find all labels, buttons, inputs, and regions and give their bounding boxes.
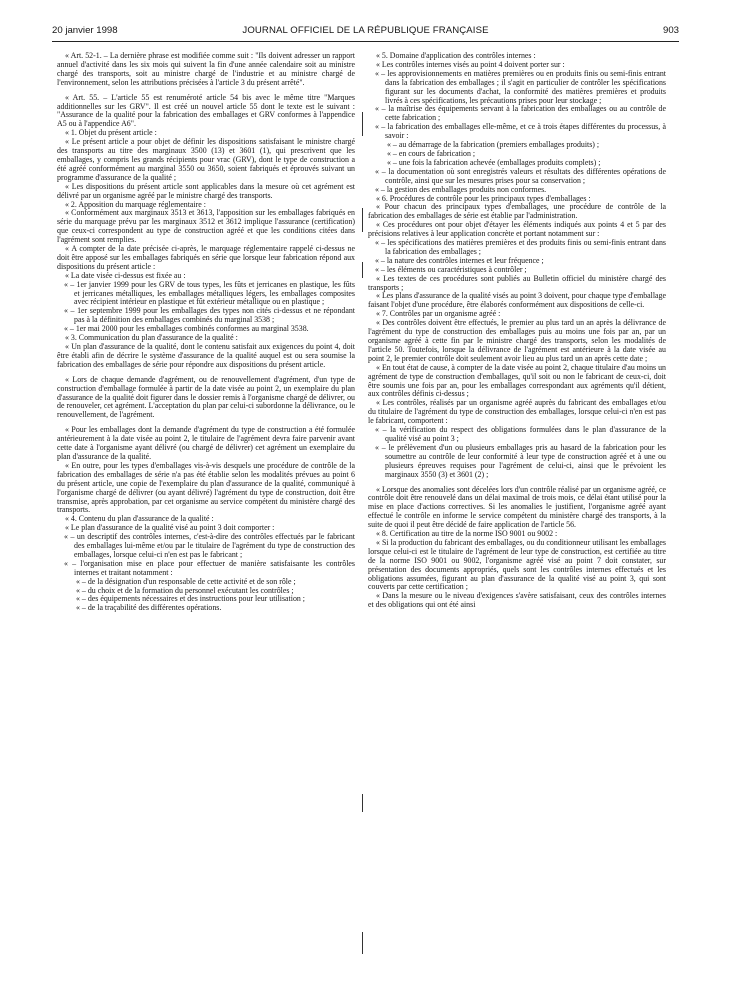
list-item: « – la fabrication des emballages elle-même, et ce à trois étapes différentes du processus, à savoir : — [375, 122, 666, 141]
left-column — [57, 52, 355, 984]
paragraph: « Les textes de ces procédures sont publiés au Bulletin officiel du ministère chargé des transports ; — [368, 273, 666, 292]
paragraph: « 6. Procédures de contrôle pour les principaux types d'emballages : — [376, 193, 591, 203]
paragraph: « Les contrôles, réalisés par un organisme agréé auprès du fabricant des emballages et/ou du titulaire de l'agrément du type de construction des emballages, lorsque celui-ci n'en est pas le fabricant, comportent : — [368, 398, 666, 426]
paragraph: « Les plans d'assurance de la qualité visés au point 3 doivent, pour chaque type d'emballage faisant l'objet d'une procédure, être élaborés conformément aux dispositions de celle-ci. — [368, 291, 666, 310]
paragraph: « 2. Apposition du marquage réglementaire : — [65, 199, 206, 209]
list-item: « – les éléments ou caractéristiques à contrôler ; — [375, 264, 527, 274]
paragraph: « Art. 55. – L'article 55 est renuméroté article 54 bis avec le même titre "Marques additionnelles sur les GRV". Il est créé un nouvel article 55 dont le texte est le suivant : "Assurance de la qualité pour la fabrication des emballages et GRV conformes à l'appendice A5 ou à l'appendice A6". — [57, 92, 355, 129]
list-item: « – 1er janvier 1999 pour les GRV de tous types, les fûts et jerricanes en plastique, les fûts et jerricanes métalliques, les emballages métalliques légers, les emballages composites avec récipient intérieur en plastique et fût extérieur métallique ou en plastique ; — [64, 279, 355, 307]
list-item: « – des équipements nécessaires et des instructions pour leur utilisation ; — [76, 594, 305, 604]
paragraph: « Pour chacun des principaux types d'emballages, une procédure de contrôle de la fabrication des emballages de série est établie par l'administration. — [368, 202, 666, 221]
revision-bar — [362, 932, 363, 954]
paragraph: « La date visée ci-dessus est fixée au : — [65, 270, 186, 280]
paragraph: « Le plan d'assurance de la qualité visé au point 3 doit comporter : — [65, 523, 275, 533]
list-item: « – l'organisation mise en place pour effectuer de manière satisfaisante les contrôles internes et traitant notamment : — [64, 558, 355, 577]
paragraph: « En outre, pour les types d'emballages vis-à-vis desquels une procédure de contrôle de la fabrication des emballages de série n'a pas été établie selon les modalités prévues au point 6 du présent article, une copie de l'exemplaire du plan d'assurance de la qualité, communiqué à l'organisme chargé de délivrer (ou ayant délivré) l'agrément du type de construction, doit être transmise, après approbation, par cet organisme au service compétent du ministère chargé des transports. — [57, 460, 355, 515]
paragraph: « Pour les emballages dont la demande d'agrément du type de construction a été formulée antérieurement à la date visée au point 2, le titulaire de l'agrément devra faire parvenir avant cette date à l'organisme ayant délivré (ou chargé de délivrer) cet agrément un exemplaire du plan d'assurance de la qualité. — [57, 425, 355, 461]
list-item: « – les spécifications des matières premières et des produits finis ou semi-finis entrant dans la fabrication des emballages ; — [375, 238, 666, 256]
journal-title: JOURNAL OFFICIEL DE LA RÉPUBLIQUE FRANÇAISE — [242, 25, 489, 36]
list-item: « – la documentation où sont enregistrés valeurs et résultats des différentes opérations de contrôle, ainsi que sur les mesures prises pour sa conservation ; — [375, 166, 666, 185]
list-item: « – de la désignation d'un responsable de cette activité et de son rôle ; — [76, 576, 296, 586]
header-date: 20 janvier 1998 — [52, 25, 118, 36]
list-item: « – le prélèvement d'un ou plusieurs emballages pris au hasard de la fabrication pour les soumettre au contrôle de leur conformité à leur type de construction agréé et à une ou plusieurs épreuves requises pour l'agrément de celui-ci, ainsi que le prévoient les marginaux 3550 (3) et 3601 (2) ; — [375, 442, 666, 479]
list-item: « – la gestion des emballages produits non conformes. — [375, 184, 547, 194]
paragraph: « En tout état de cause, à compter de la date visée au point 2, chaque titulaire d'au moins un agrément de type de construction d'emballages, qu'il soit ou non le fabricant de ceux-ci, doit être soumis une fois par an, pour les emballages correspondant aux agréments qu'il détient, aux contrôles définis ci-dessus ; — [368, 362, 666, 399]
right-column — [368, 52, 666, 984]
list-item: « – la nature des contrôles internes et leur fréquence ; — [375, 255, 544, 265]
list-item: « – la vérification du respect des obligations formulées dans le plan d'assurance de la qualité visé au point 3 ; — [375, 425, 666, 443]
paragraph: « Lors de chaque demande d'agrément, ou de renouvellement d'agrément, d'un type de construction d'emballage formulée à partir de la date visée au point 2, un exemplaire du plan d'assurance de la qualité doit figurer dans le dossier remis à l'organisme chargé de délivrer, ou de renouveler, cet agrément. L'acceptation du plan par celui-ci subordonne la délivrance, ou le renouvellement, de l'agrément. — [57, 374, 355, 420]
list-item: « – 1er septembre 1999 pour les emballages des types non cités ci-dessus et ne répondant pas à la définition des emballages combinés du marginal 3538 ; — [64, 306, 355, 325]
list-item: « – la maîtrise des équipements servant à la fabrication des emballages ou au contrôle de cette fabrication ; — [375, 104, 666, 123]
revision-bar — [362, 262, 363, 278]
list-item: « – en cours de fabrication ; — [387, 148, 476, 158]
paragraph: « Art. 52-1. – La dernière phrase est modifiée comme suit : "Ils doivent adresser un rapport annuel d'activité dans les six mois qui suivent la fin d'une année calendaire soit au ministre chargé des transports, soit au ministre chargé de l'industrie et au ministre chargé de l'environnement, selon les attributions précisées à l'article 3 du présent arrêté". — [57, 52, 355, 87]
page-number: 903 — [662, 25, 679, 36]
paragraph: « Les dispositions du présent article sont applicables dans la mesure où cet agrément est délivré par un organisme agréé par le ministre chargé des transports. — [57, 181, 355, 200]
revision-bar — [362, 794, 363, 812]
list-item: « – 1er mai 2000 pour les emballages combinés conformes au marginal 3538. — [64, 324, 309, 334]
list-item: « – une fois la fabrication achevée (emballages produits complets) ; — [387, 157, 601, 167]
paragraph: « Ces procédures ont pour objet d'étayer les éléments indiqués aux points 4 et 5 par des précisions relatives à leur application concrète et portant notamment sur : — [368, 220, 666, 239]
paragraph: « Conformément aux marginaux 3513 et 3613, l'apposition sur les emballages fabriqués en série du marquage prévu par les marginaux 3512 et 3612 implique l'assurance (certification) que ceux-ci correspondent au type de construction agréé et que les conditions citées dans l'agrément sont remplies. — [57, 208, 355, 245]
paragraph: « Un plan d'assurance de la qualité, dont le contenu satisfait aux exigences du point 4, doit être établi afin de décrire le système d'assurance de la qualité auquel est ou sera soumise la fabrication des emballages de série pour répondre aux dispositions du présent article. — [57, 342, 355, 369]
paragraph: « Les contrôles internes visés au point 4 doivent porter sur : — [376, 59, 565, 69]
page-header — [52, 25, 679, 39]
paragraph: « 4. Contenu du plan d'assurance de la qualité : — [65, 514, 214, 524]
paragraph: « Si la production du fabricant des emballages, ou du conditionneur utilisant les emballages lorsque celui-ci est le titulaire de l'agrément de leur type de construction, est certifiée au titre de la norme ISO 9001 ou 9002, l'organisme agréé visé au point 7 doit constater, sur présentation des documents appropriés, quels sont les contrôles internes effectués et les obligations assumées, figurant au plan d'assurance de la qualité visé au point 3, qui sont couverts par cette certification ; — [368, 537, 666, 592]
paragraph: « 1. Objet du présent article : — [65, 128, 157, 138]
paragraph: « Lorsque des anomalies sont décelées lors d'un contrôle réalisé par un organisme agréé, ce contrôle doit être renouvelé dans un délai maximal de trois mois, ce délai étant utilisé pour la mise en place d'actions correctives. Si les anomalies le justifient, l'organisme agréé ayant effectué le contrôle en informe le service compétent du ministère chargé des transports, à la suite de quoi il peut être décidé de faire application de l'article 56. — [368, 484, 666, 530]
header-rule — [52, 41, 679, 42]
list-item: « – les approvisionnements en matières premières ou en produits finis ou semi-finis entrant dans la fabrication des emballages ; il s'agit en particulier de contrôler les spécifications figurant sur les documents d'achat, la conformité des matières premières et produits livrés à ces spécifications, les précautions prises pour leur stockage ; — [375, 68, 666, 105]
paragraph: « 5. Domaine d'application des contrôles internes : — [376, 52, 536, 60]
list-item: « – de la traçabilité des différentes opérations. — [76, 603, 222, 613]
list-item: « – du choix et de la formation du personnel exécutant les contrôles ; — [76, 585, 294, 595]
paragraph: « 3. Communication du plan d'assurance de la qualité : — [65, 333, 238, 343]
paragraph: « 8. Certification au titre de la norme ISO 9001 ou 9002 : — [376, 529, 558, 539]
list-item: « – au démarrage de la fabrication (premiers emballages produits) ; — [387, 140, 600, 150]
paragraph: « 7. Contrôles par un organisme agréé : — [376, 309, 501, 319]
paragraph: « A compter de la date précisée ci-après, le marquage réglementaire rappelé ci-dessus ne doit être apposé sur les emballages fabriqués en série que lorsque leur fabrication répond aux dispositions du présent article : — [57, 244, 355, 271]
paragraph: « Le présent article a pour objet de définir les dispositions satisfaisant le ministre chargé des transports au titre des marginaux 3500 (13) et 3601 (1), qui prescrivent que les emballages, y compris les grands récipients pour vrac (GRV), dont le type de construction a été agréé conformément au marginal 3550 ou 3650, soient fabriqués et éprouvés suivant un programme d'assurance de la qualité ; — [57, 137, 355, 182]
revision-bar — [362, 112, 363, 136]
list-item: « – un descriptif des contrôles internes, c'est-à-dire des contrôles effectués par le fabricant des emballages lui-même et/ou par le titulaire de l'agrément du type de construction des emballages, lorsque celui-ci n'en est pas le fabricant ; — [64, 532, 355, 559]
revision-bar — [362, 208, 363, 232]
paragraph: « Des contrôles doivent être effectués, le premier au plus tard un an après la délivrance de l'agrément du type de construction des emballages puis au moins une fois par an, par un organisme agréé à cette fin par le ministre chargé des transports, selon les modalités de l'article 50. Toutefois, lorsque la délivrance de l'agrément est antérieure à la date visée au point 2, le premier contrôle doit seulement avoir lieu au plus tard un an après cette date ; — [368, 318, 666, 363]
paragraph: « Dans la mesure ou le niveau d'exigences s'avère satisfaisant, ceux des contrôles internes et des obligations qui ont été ainsi — [368, 591, 666, 610]
